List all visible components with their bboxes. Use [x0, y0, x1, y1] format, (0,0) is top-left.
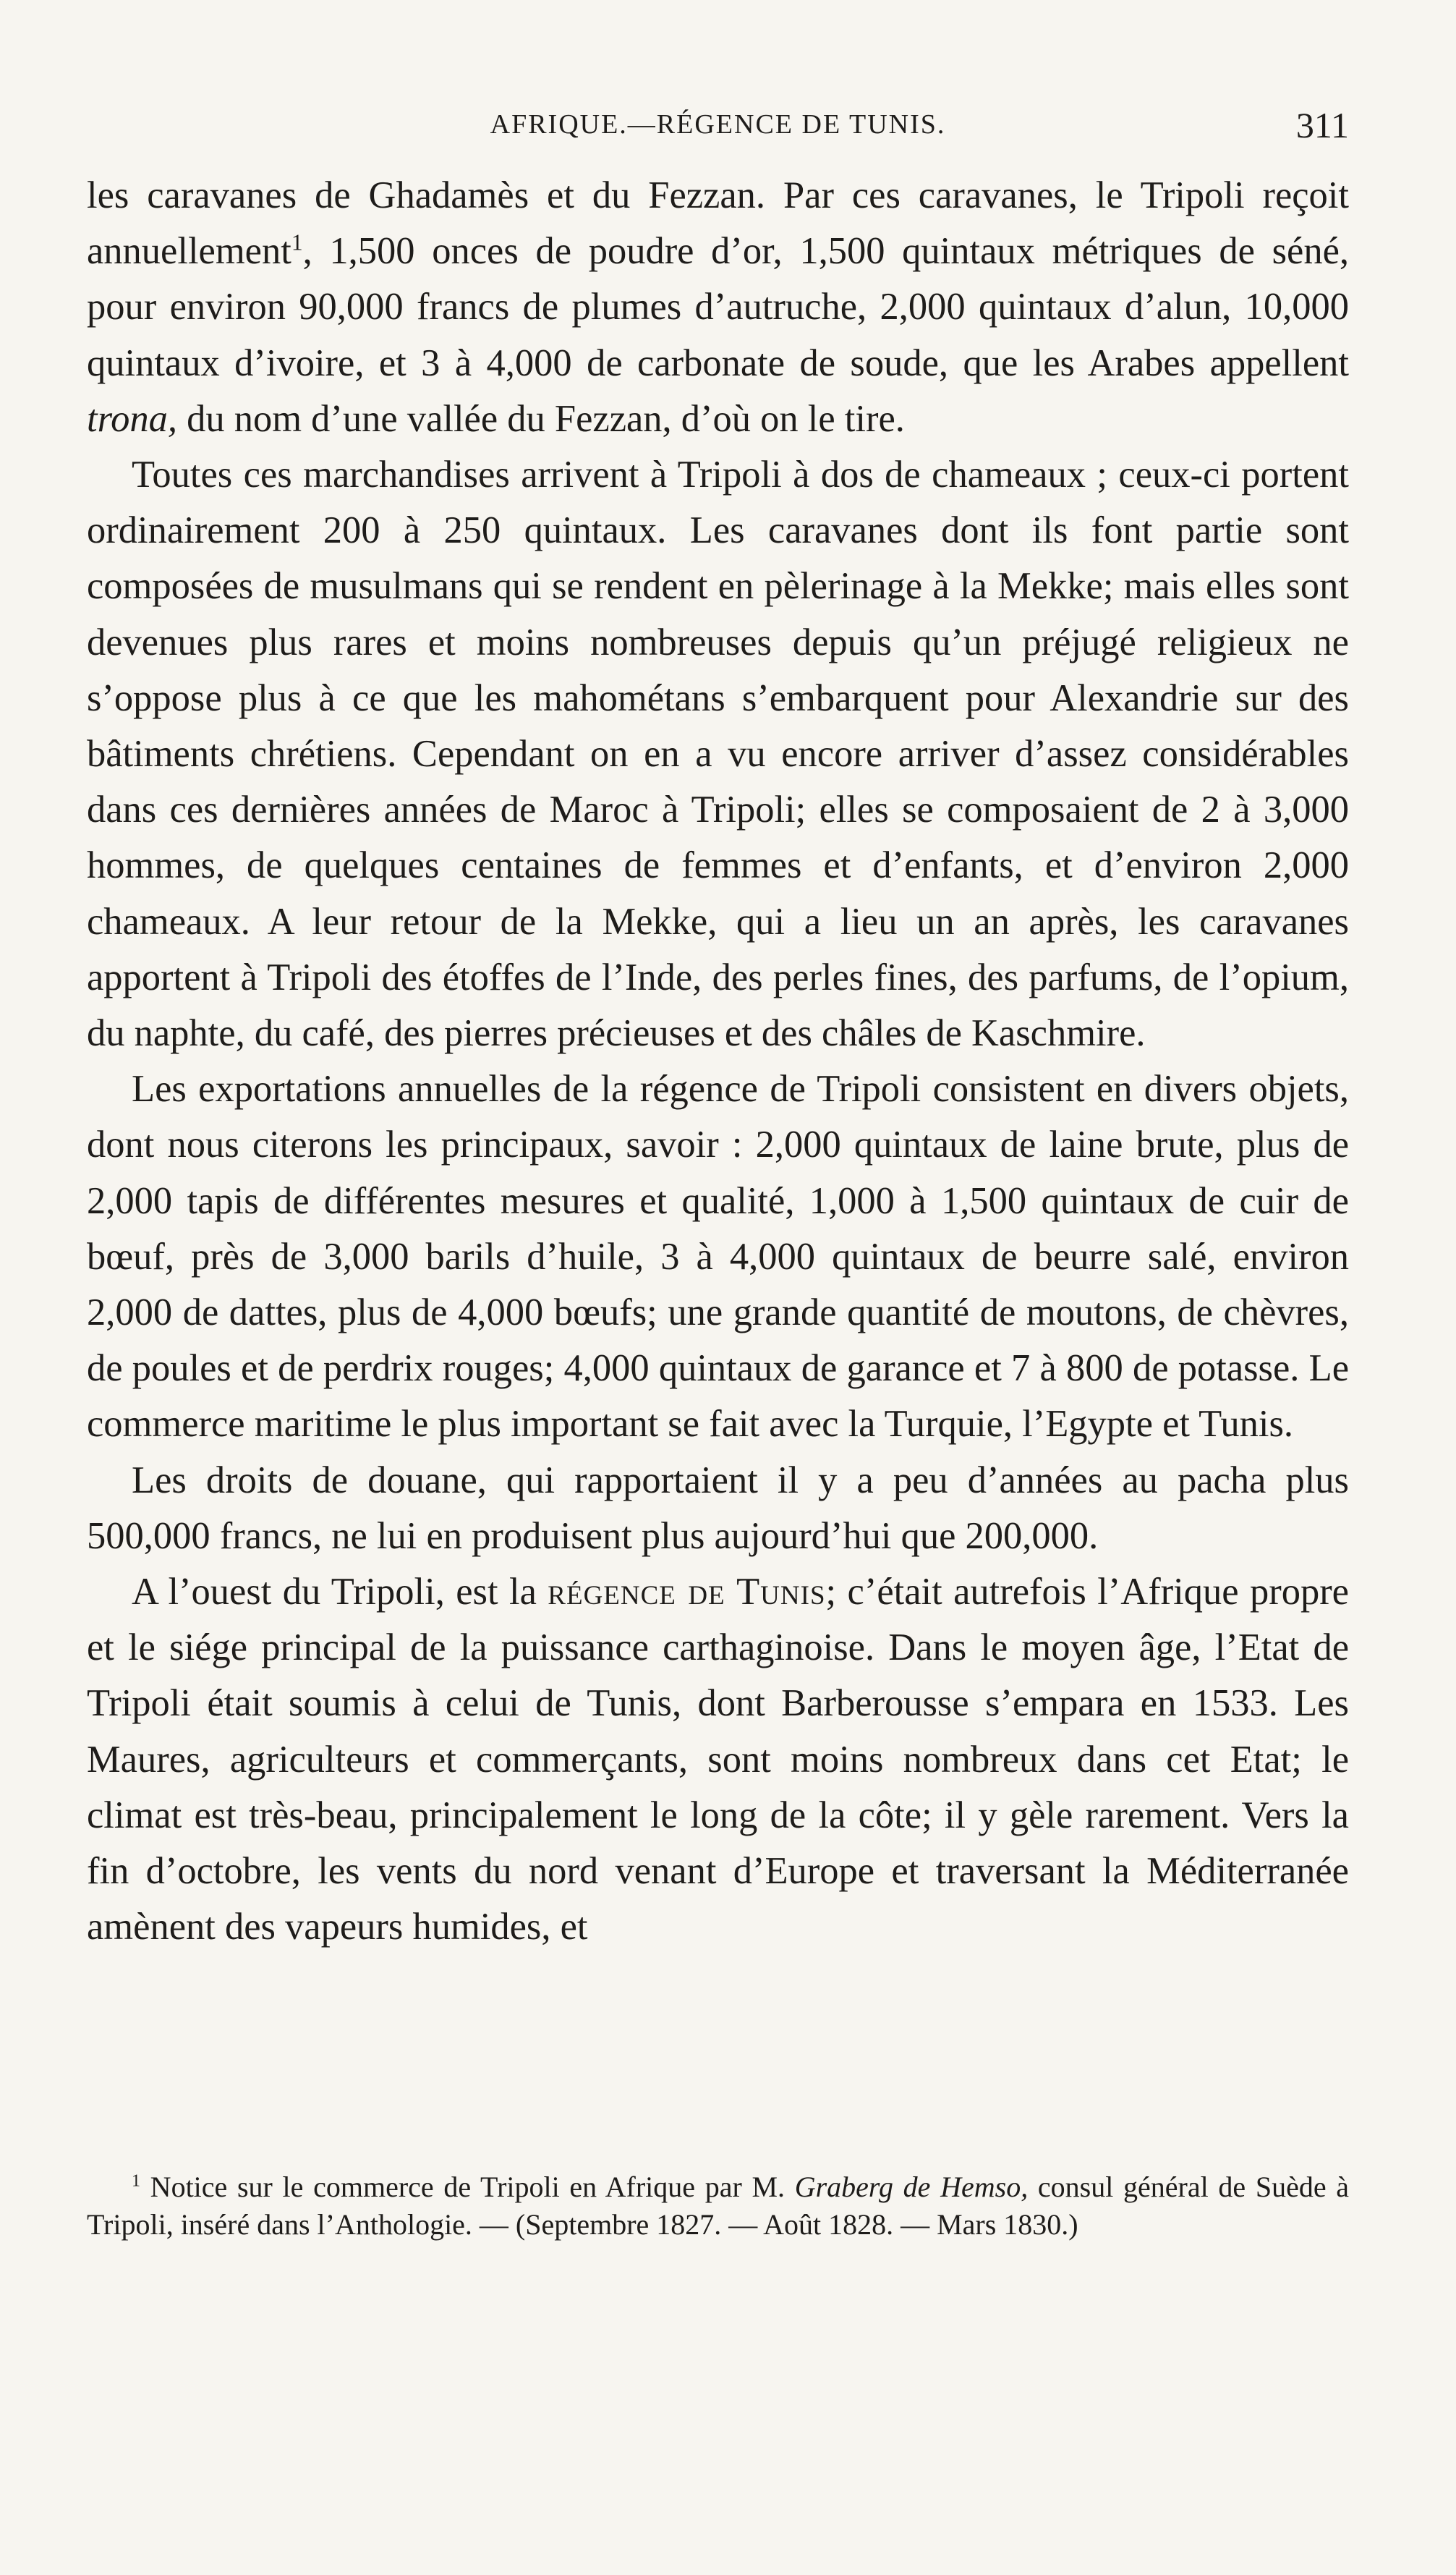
text-run: A l’ouest du Tripoli, est la — [132, 1571, 548, 1613]
text-run: Les exportations annuelles de la régence de Tripoli consistent en divers objets, dont nous citerons les principaux, savoir : 2,000 quintaux de laine brute, plus de 2,000 tapis de différentes mesures et qualité, 1,000 à 1,500 quintaux de cuir de bœuf, près de 3,000 barils d’huile, 3 à 4,000 quintaux de beurre salé, environ 2,000 de dattes, plus de 4,000 bœufs; une grande quantité de moutons, de chèvres, de poules et de perdrix rouges; 4,000 quintaux de garance et 7 à 800 de potasse. Le commerce maritime le plus important se fait avec la Turquie, l’Egypte et Tunis. — [87, 1068, 1349, 1446]
page-number: 311 — [1295, 105, 1349, 145]
text-run: consul général de Suède à Tripoli, inséré dans l’Anthologie. — (Septembre 1827. — Août 1828. — Mars 1830.) — [87, 2171, 1350, 2241]
running-head — [87, 105, 1349, 152]
small-caps-text: régence de Tunis — [548, 1571, 826, 1613]
text-run: du nom d’une vallée du Fezzan, d’où on le tire. — [176, 397, 905, 440]
body-text — [87, 168, 1349, 1956]
footnote-fn1 — [87, 2168, 1349, 2244]
running-title: AFRIQUE.—RÉGENCE DE TUNIS. — [490, 109, 946, 140]
paragraph-p4 — [87, 1453, 1349, 1564]
paragraph-p2 — [87, 447, 1349, 1061]
text-run: Les droits de douane, qui rapportaient il y a peu d’années au pacha plus 500,000 francs, ne lui en produisent plus aujourd’hui que 200,000. — [87, 1459, 1349, 1557]
text-run: Toutes ces marchandises arrivent à Tripoli à dos de chameaux ; ceux-ci portent ordinairement 200 à 250 quintaux. Les caravanes dont ils font partie sont composées de musulmans qui se rendent en pèlerinage à la Mekke; mais elles sont devenues plus rares et moins nombreuses depuis qu’un préjugé religieux ne s’oppose plus à ce que les mahométans s’embarquent pour Alexandrie sur des bâtiments chrétiens. Cependant on en a vu encore arriver d’assez considérables dans ces dernières années de Maroc à Tripoli; elles se composaient de 2 à 3,000 hommes, de quelques centaines de femmes et d’enfants, et d’environ 2,000 chameaux. A leur retour de la Mekke, qui a lieu un an après, les caravanes apportent à Tripoli des étoffes de l’Inde, des perles fines, des parfums, de l’opium, du naphte, du café, des pierres précieuses et des châles de Kaschmire. — [87, 454, 1349, 1055]
paragraph-p1 — [87, 168, 1349, 447]
text-run: Notice sur le commerce de Tripoli en Afrique par M. — [140, 2171, 795, 2203]
footnote-marker: 1 — [291, 229, 303, 255]
footnotes — [87, 2168, 1349, 2244]
text-run: ; c’était autrefois l’Afrique propre et le siége principal de la puissance carthaginoise. Dans le moyen âge, l’Etat de Tripoli était soumis à celui de Tunis, dont Barberousse s’empara en 1533. Les Maures, agriculteurs et commerçants, sont moins nombreux dans cet Etat; le climat est très-beau, principalement le long de la côte; il y gèle rarement. Vers la fin d’octobre, les vents du nord venant d’Europe et traversant la Méditerranée amènent des vapeurs humides, et — [87, 1571, 1349, 1948]
footnote-marker: 1 — [132, 2171, 140, 2191]
paragraph-p3 — [87, 1061, 1349, 1452]
italic-text: Graberg de Hemso, — [794, 2171, 1029, 2203]
text-run: les caravanes de Ghadamès et du Fezzan. Par ces caravanes, le Tripoli reçoit annuellement — [87, 174, 1349, 273]
paragraph-p5 — [87, 1564, 1349, 1955]
text-run: , 1,500 onces de poudre d’or, 1,500 quintaux métriques de séné, pour environ 90,000 francs de plumes d’autruche, 2,000 quintaux d’alun, 10,000 quintaux d’ivoire, et 3 à 4,000 de carbonate de soude, que les Arabes appellent — [87, 230, 1349, 384]
italic-text: trona, — [87, 397, 177, 440]
